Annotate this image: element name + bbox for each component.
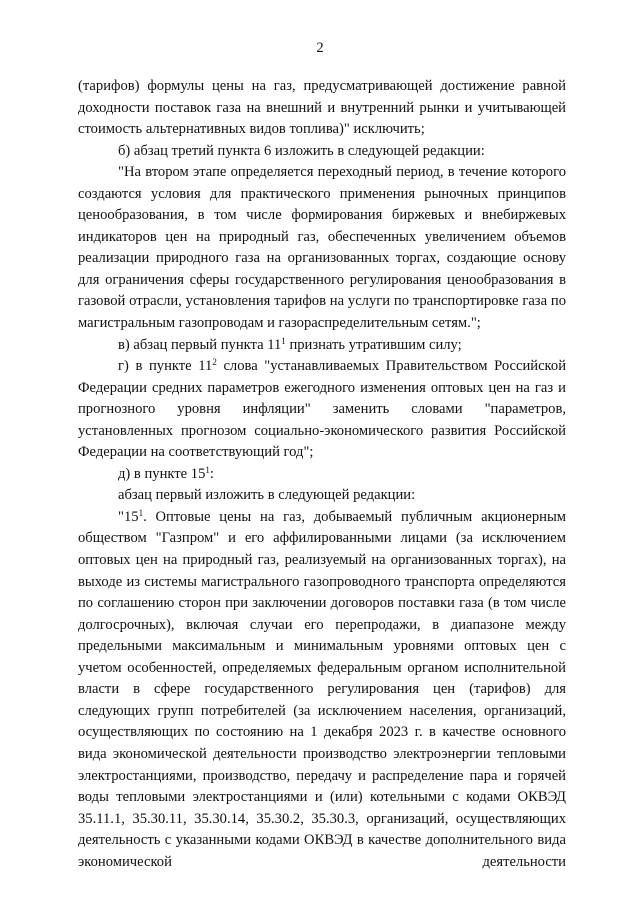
paragraph-text: абзац первый изложить в следующей редакции: [118, 487, 416, 504]
paragraph-text: признать утратившим силу; [285, 336, 462, 353]
paragraph-text: слова "устанавливаемых Правительством Российской Федерации средних параметров ежегодного изменения оптовых цен на газ и прогнозного уровня инфляции" заменить словами "параметров, установленных прогнозом социально-экономического развития Российской Федерации на соответствующий год"; [78, 358, 566, 461]
page-number: 2 [316, 40, 324, 56]
superscript: 1 [138, 507, 144, 518]
paragraph [78, 485, 566, 507]
paragraph-text: "На втором этапе определяется переходный период, в течение которого создаются условия для практического применения рыночных принципов ценообразования, в том числе формирования биржевых и внебиржевых индикаторов цен на природный газ, обеспеченных увеличением объемов реализации природного газа на организованных торгах, создающие основу для ограничения сферы государственного регулирования ценообразования в газовой отрасли, установления тарифов на услуги по транспортировке газа по магистральным газопроводам и газораспределительным сетям."; [78, 164, 566, 332]
paragraph [78, 464, 566, 486]
paragraph-text: в) абзац первый пункта 11 [118, 336, 282, 353]
paragraph-text: : [209, 465, 214, 482]
paragraph-text: . Оптовые цены на газ, добываемый публичным акционерным обществом "Газпром" и его аффилированными лицами (за исключением оптовых цен на природный газ, реализуемый на организованных торгах), на выходе из системы магистрального газопроводного транспорта определяются по соглашению сторон при заключении договоров поставки газа (в том числе долгосрочных), включая случаи его перепродажи, в диапазоне между предельными максимальным и минимальным уровнями оптовых цен с учетом особенностей, определяемых федеральным органом исполнительной власти в сфере государственного регулирования цен (тарифов) для следующих групп потребителей (за исключением населения, организаций, осуществляющих по состоянию на 1 декабря 2023 г. в качестве основного вида экономической деятельности производство электроэнергии тепловыми электростанциями, производство, передачу и распределение пара и горячей воды тепловыми электростанциями и (или) котельными с кодами ОКВЭД 35.11.1, 35.30.11, 35.30.14, 35.30.2, 35.30.3, организаций, осуществляющих деятельность с указанными кодами ОКВЭД в качестве дополнительного вида экономической деятельности [78, 508, 566, 870]
document-body [78, 76, 566, 873]
paragraph [78, 507, 566, 873]
paragraph-text: (тарифов) формулы цены на газ, предусматривающей достижение равной доходности поставок газа на внешний и внутренний рынки и учитывающей стоимость альтернативных видов топлива)" исключить; [78, 78, 566, 138]
superscript: 1 [281, 335, 286, 346]
superscript: 2 [212, 357, 217, 368]
paragraph [78, 356, 566, 464]
paragraph [78, 141, 566, 163]
paragraph-text: б) абзац третий пункта 6 изложить в следующей редакции: [118, 142, 485, 159]
paragraph-text: г) в пункте 11 [118, 358, 213, 375]
paragraph [78, 335, 566, 357]
paragraph-text: д) в пункте 15 [118, 465, 206, 482]
superscript: 1 [205, 464, 210, 475]
paragraph [78, 162, 566, 334]
paragraph [78, 76, 566, 141]
paragraph-text: "15 [118, 508, 139, 525]
